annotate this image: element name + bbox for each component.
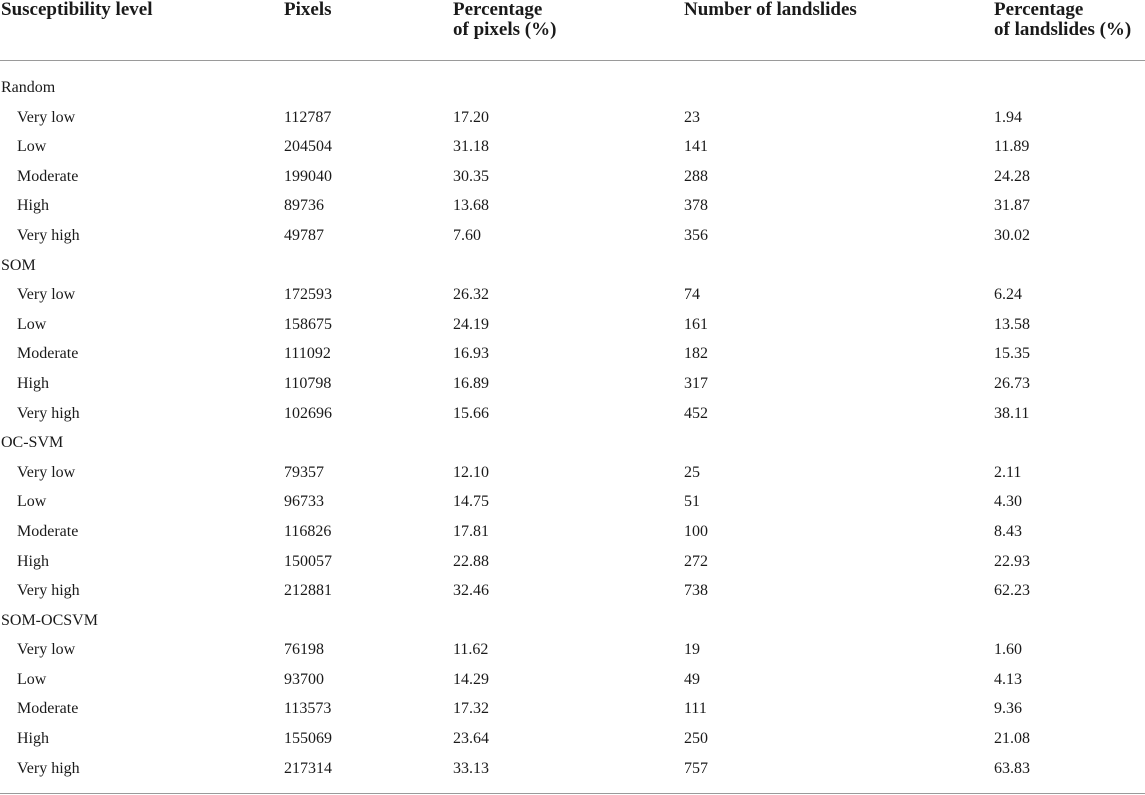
cell-pct-pixels: 7.60: [453, 226, 481, 244]
cell-pct-landslides: 38.11: [994, 404, 1030, 422]
group-title: SOM-OCSVM: [1, 611, 98, 629]
table-row: [0, 487, 1145, 517]
cell-pct-landslides: 4.13: [994, 670, 1022, 688]
cell-pixels: 110798: [284, 374, 332, 392]
header-percentage-landslides: [994, 0, 1131, 40]
group-title: OC-SVM: [1, 434, 64, 452]
cell-pixels: 76198: [284, 641, 324, 659]
cell-landslides: 272: [684, 552, 708, 570]
cell-pct-landslides: 2.11: [994, 463, 1022, 481]
cell-level: Very high: [17, 404, 80, 422]
table-row: [0, 458, 1145, 488]
table-header: [0, 0, 1145, 61]
table-row: [0, 339, 1145, 369]
header-level-label: Susceptibility level: [1, 0, 153, 20]
group-title: SOM: [1, 256, 36, 274]
header-pct-landslides-line1: Percentage: [994, 0, 1084, 20]
cell-pixels: 49787: [284, 226, 324, 244]
cell-level: Very low: [17, 641, 76, 659]
cell-pct-pixels: 22.88: [453, 552, 489, 570]
cell-landslides: 161: [684, 315, 708, 333]
cell-pct-landslides: 8.43: [994, 522, 1022, 540]
cell-level: Low: [17, 138, 47, 156]
cell-pixels: 93700: [284, 670, 324, 688]
cell-pct-landslides: 1.94: [994, 108, 1022, 126]
group-row: [0, 606, 1145, 636]
table-row: [0, 191, 1145, 221]
cell-landslides: 182: [684, 345, 708, 363]
table-row: [0, 221, 1145, 251]
table-row: [0, 369, 1145, 399]
table-row: [0, 517, 1145, 547]
cell-landslides: 141: [684, 138, 708, 156]
group-title: Random: [1, 79, 56, 96]
cell-level: Low: [17, 493, 47, 511]
cell-pct-landslides: 30.02: [994, 226, 1030, 244]
cell-level: Moderate: [17, 522, 79, 540]
cell-pixels: 111092: [284, 345, 331, 363]
table-body: [0, 73, 1145, 783]
cell-pct-pixels: 17.32: [453, 700, 489, 718]
header-susceptibility-level: [1, 0, 152, 20]
cell-pct-landslides: 6.24: [994, 286, 1022, 304]
header-num-landslides-label: Number of landslides: [684, 0, 857, 20]
cell-pct-landslides: 24.28: [994, 167, 1030, 185]
cell-pct-landslides: 4.30: [994, 493, 1022, 511]
cell-landslides: 111: [684, 700, 707, 718]
cell-pct-pixels: 12.10: [453, 463, 489, 481]
cell-pixels: 96733: [284, 493, 324, 511]
cell-level: Very high: [17, 759, 80, 777]
cell-pct-pixels: 11.62: [453, 641, 489, 659]
cell-landslides: 100: [684, 522, 708, 540]
table-row: [0, 132, 1145, 162]
cell-level: Very low: [17, 108, 76, 126]
cell-landslides: 51: [684, 493, 700, 511]
table-bottom-rule: [0, 793, 1145, 794]
table-row: [0, 547, 1145, 577]
table-row: [0, 694, 1145, 724]
cell-pixels: 158675: [284, 315, 332, 333]
cell-pct-pixels: 14.29: [453, 670, 489, 688]
cell-level: Very low: [17, 286, 76, 304]
cell-pixels: 199040: [284, 167, 332, 185]
cell-pct-pixels: 24.19: [453, 315, 489, 333]
cell-level: High: [17, 730, 49, 748]
header-pct-pixels-line1: Percentage: [453, 0, 543, 20]
cell-level: Very low: [17, 463, 76, 481]
cell-landslides: 757: [684, 759, 708, 777]
cell-landslides: 452: [684, 404, 708, 422]
cell-pixels: 112787: [284, 108, 332, 126]
cell-landslides: 250: [684, 730, 708, 748]
cell-pct-pixels: 31.18: [453, 138, 489, 156]
header-pct-landslides-line2: of landslides (%): [994, 19, 1132, 40]
cell-pct-landslides: 63.83: [994, 759, 1030, 777]
table-row: [0, 724, 1145, 754]
cell-pct-landslides: 11.89: [994, 138, 1030, 156]
cell-pixels: 79357: [284, 463, 324, 481]
cell-pct-pixels: 23.64: [453, 730, 489, 748]
group-row: [0, 251, 1145, 281]
cell-pct-pixels: 15.66: [453, 404, 489, 422]
cell-pct-landslides: 26.73: [994, 374, 1030, 392]
cell-pixels: 155069: [284, 730, 332, 748]
cell-pixels: 89736: [284, 197, 324, 215]
cell-level: High: [17, 552, 49, 570]
cell-pct-pixels: 14.75: [453, 493, 489, 511]
cell-landslides: 19: [684, 641, 700, 659]
header-pixels-label: Pixels: [284, 0, 332, 20]
header-pct-pixels-line2: of pixels (%): [453, 19, 557, 40]
cell-landslides: 356: [684, 226, 708, 244]
cell-pixels: 172593: [284, 286, 332, 304]
group-row: [0, 428, 1145, 458]
cell-pct-pixels: 32.46: [453, 582, 489, 600]
cell-pct-landslides: 31.87: [994, 197, 1030, 215]
table-row: [0, 665, 1145, 695]
cell-pct-pixels: 17.81: [453, 522, 489, 540]
cell-landslides: 23: [684, 108, 700, 126]
cell-pixels: 204504: [284, 138, 332, 156]
cell-pct-landslides: 21.08: [994, 730, 1030, 748]
cell-pct-pixels: 13.68: [453, 197, 489, 215]
cell-pct-landslides: 22.93: [994, 552, 1030, 570]
header-pixels: [284, 0, 332, 20]
cell-pct-pixels: 17.20: [453, 108, 489, 126]
cell-pct-pixels: 16.93: [453, 345, 489, 363]
cell-landslides: 25: [684, 463, 700, 481]
table-row: [0, 576, 1145, 606]
cell-pct-landslides: 13.58: [994, 315, 1030, 333]
cell-level: Moderate: [17, 167, 79, 185]
cell-pixels: 150057: [284, 552, 332, 570]
cell-level: High: [17, 197, 49, 215]
header-number-landslides: [684, 0, 857, 20]
cell-pct-landslides: 1.60: [994, 641, 1022, 659]
cell-landslides: 378: [684, 197, 708, 215]
cell-pct-pixels: 30.35: [453, 167, 489, 185]
cell-level: Very high: [17, 226, 80, 244]
table-row: [0, 162, 1145, 192]
table-row: [0, 754, 1145, 784]
cell-landslides: 317: [684, 374, 708, 392]
group-row: [0, 73, 1145, 103]
cell-level: High: [17, 374, 49, 392]
cell-pct-landslides: 62.23: [994, 582, 1030, 600]
header-percentage-pixels: [453, 0, 556, 40]
table-row: [0, 399, 1145, 429]
cell-landslides: 738: [684, 582, 708, 600]
cell-landslides: 288: [684, 167, 708, 185]
cell-pixels: 116826: [284, 522, 332, 540]
cell-pct-landslides: 9.36: [994, 700, 1022, 718]
cell-pixels: 102696: [284, 404, 332, 422]
table-row: [0, 635, 1145, 665]
cell-pct-pixels: 16.89: [453, 374, 489, 392]
cell-level: Moderate: [17, 700, 79, 718]
cell-landslides: 74: [684, 286, 700, 304]
cell-pct-pixels: 26.32: [453, 286, 489, 304]
cell-pixels: 217314: [284, 759, 332, 777]
table-row: [0, 280, 1145, 310]
cell-pixels: 212881: [284, 582, 332, 600]
cell-pct-pixels: 33.13: [453, 759, 489, 777]
table-row: [0, 103, 1145, 133]
cell-level: Low: [17, 315, 47, 333]
cell-level: Low: [17, 670, 47, 688]
cell-pixels: 113573: [284, 700, 332, 718]
cell-level: Moderate: [17, 345, 79, 363]
cell-pct-landslides: 15.35: [994, 345, 1030, 363]
table-row: [0, 310, 1145, 340]
cell-landslides: 49: [684, 670, 700, 688]
cell-level: Very high: [17, 582, 80, 600]
